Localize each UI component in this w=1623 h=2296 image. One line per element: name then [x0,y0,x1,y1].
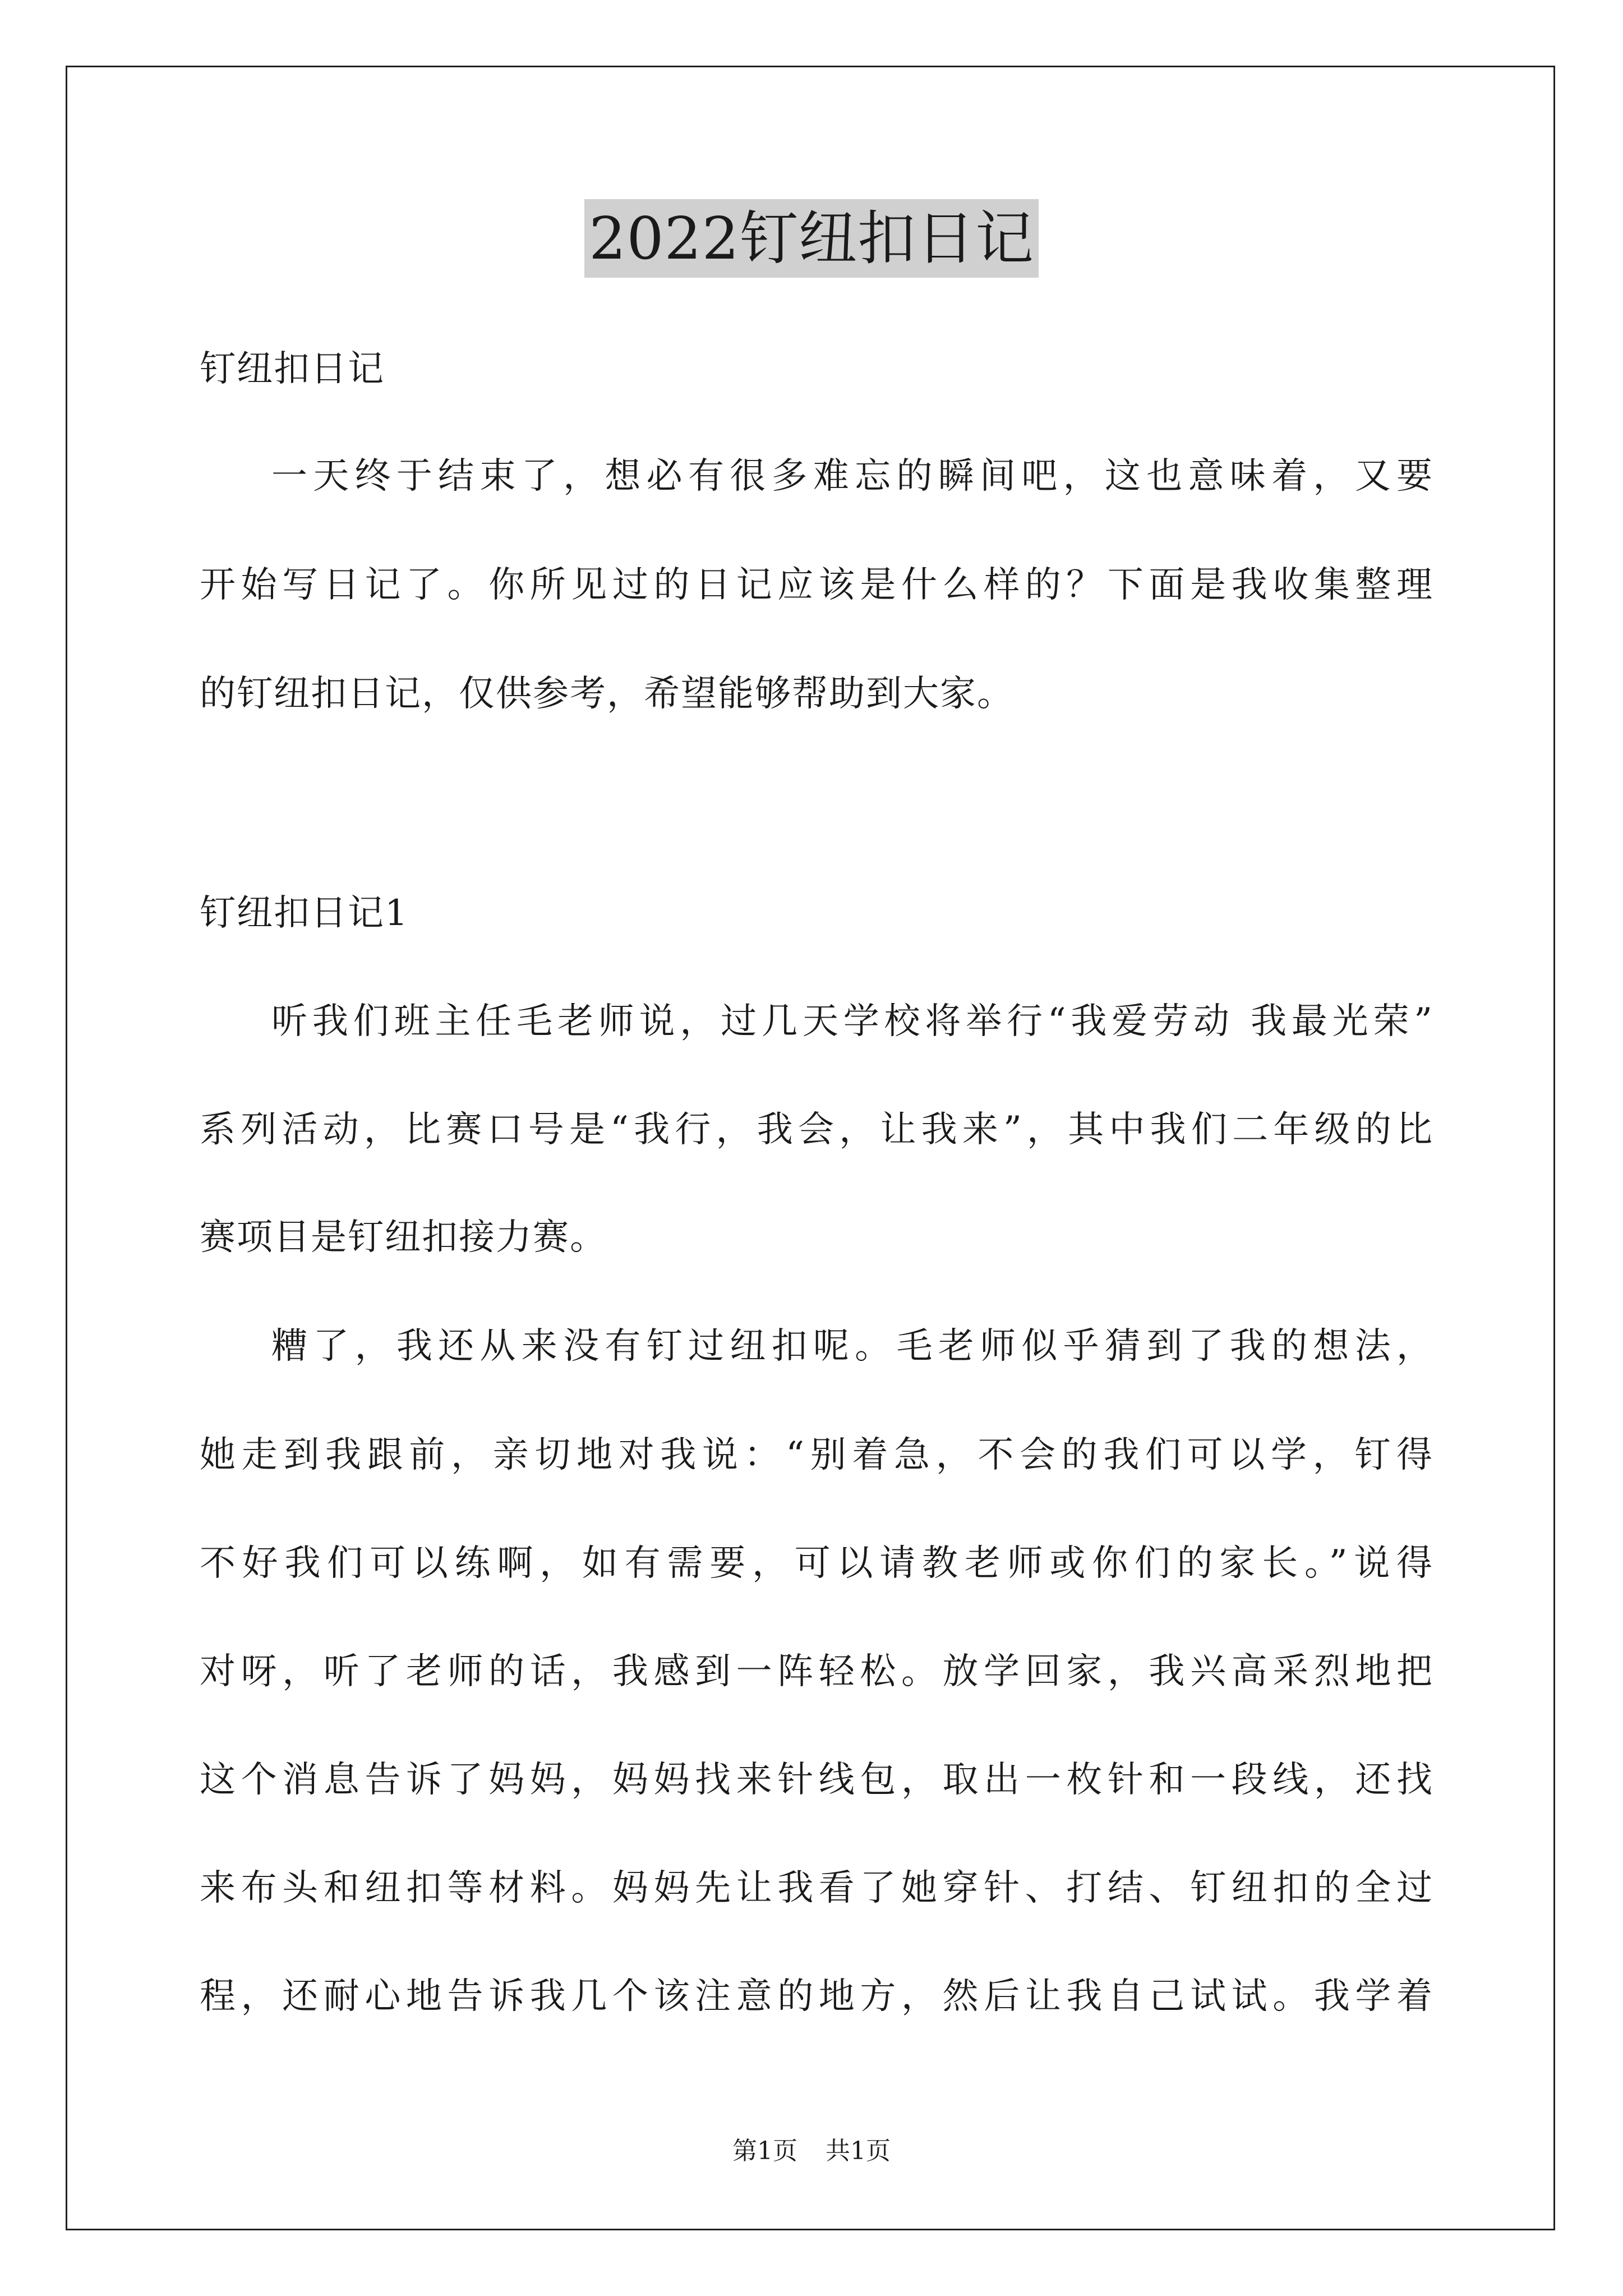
page-footer [0,2134,1623,2168]
paragraph-line: 对呀，听了老师的话，我感到一阵轻松。放学回家，我兴高采烈地把 [200,1651,1433,1692]
paragraph-line: 她走到我跟前，亲切地对我说：“别着急，不会的我们可以学，钉得 [200,1434,1433,1476]
paragraph-line: 的钉纽扣日记，仅供参考，希望能够帮助到大家。 [200,673,1014,715]
document-title: 2022钉纽扣日记 [584,199,1039,278]
paragraph-line: 来布头和纽扣等材料。妈妈先让我看了她穿针、打结、钉纽扣的全过 [200,1867,1433,1909]
paragraph-line: 这个消息告诉了妈妈，妈妈找来针线包，取出一枚针和一段线，还找 [200,1759,1433,1801]
paragraph-line: 程，还耐心地告诉我几个该注意的地方，然后让我自己试试。我学着 [200,1976,1433,2017]
section-heading: 钉纽扣日记 [200,348,385,390]
section-heading: 钉纽扣日记1 [200,892,409,934]
paragraph-line: 开始写日记了。你所见过的日记应该是什么样的？下面是我收集整理 [200,564,1433,606]
paragraph-line: 一天终于结束了，想必有很多难忘的瞬间吧，这也意味着，又要 [271,455,1433,497]
page-number: 第1页 [732,2137,797,2165]
paragraph-line: 糟了，我还从来没有钉过纽扣呢。毛老师似乎猜到了我的想法， [271,1326,1433,1367]
paragraph-line: 听我们班主任毛老师说，过几天学校将举行“我爱劳动 我最光荣” [271,1001,1433,1042]
paragraph-line: 赛项目是钉纽扣接力赛。 [200,1217,607,1258]
title-area [0,199,1623,278]
paragraph-line: 系列活动，比赛口号是“我行，我会，让我来”，其中我们二年级的比 [200,1109,1433,1151]
paragraph-line: 不好我们可以练啊，如有需要，可以请教老师或你们的家长。”说得 [200,1543,1433,1584]
page-total: 共1页 [826,2137,891,2165]
